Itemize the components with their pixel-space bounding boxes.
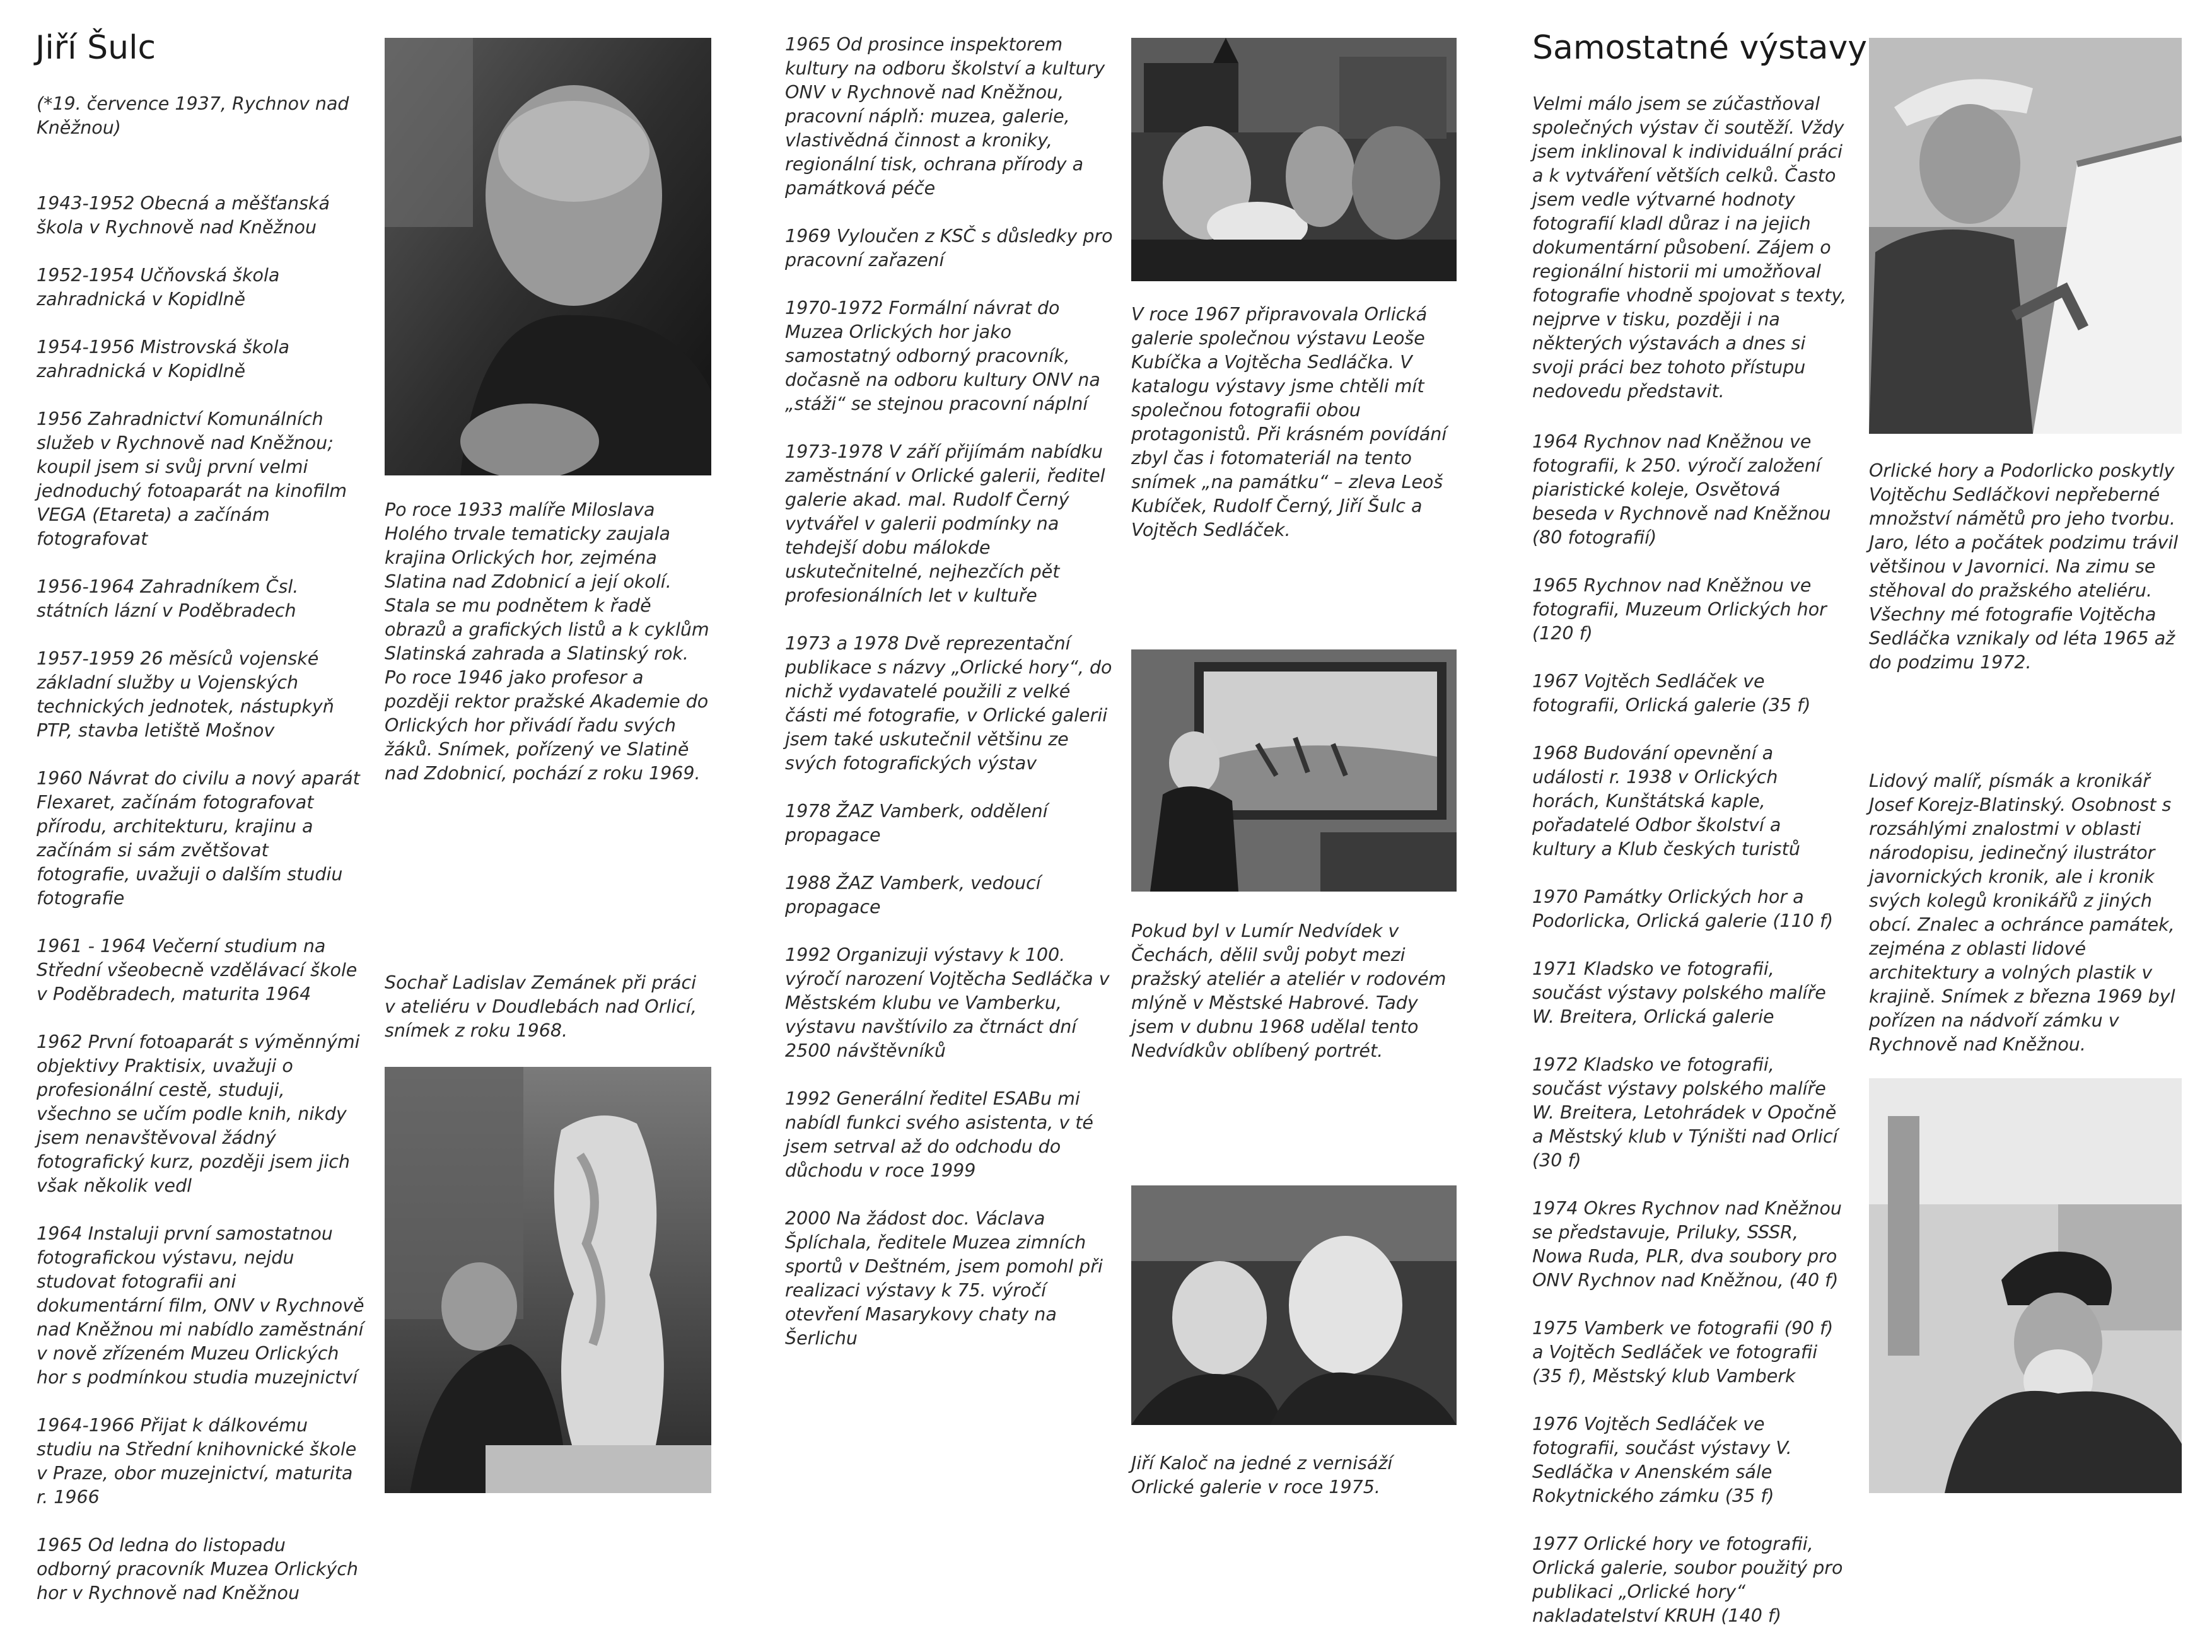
bio-entry: 1952-1954 Učňovská škola zahradnická v Kopidlně (37, 265, 280, 310)
photo-ladislav-zemanek (385, 1067, 711, 1493)
bio-entry: 1965 Od ledna do listopadu odborný pracovník Muzea Orlických hor v Rychnově nad Kněžnou (37, 1535, 358, 1603)
section-title-exhibitions: Samostatné výstavy (1532, 29, 1867, 67)
page-title: Jiří Šulc (35, 29, 156, 67)
bio-entry: 1961 - 1964 Večerní studium na Střední všeobecně vzdělávací škole v Poděbradech, maturita 1964 (37, 936, 358, 1004)
photo-jiri-kaloc (1131, 1185, 1457, 1425)
photo-vojtech-sedlacek (1869, 38, 2182, 434)
bio-entry: 1973 a 1978 Dvě reprezentační publikace s názvy „Orlické hory“, do nichž vydavatelé použili z velké části mé fotografie, v Orlické galerii jsem také uskutečnil většinu ze svých fotografických výstav (785, 633, 1112, 774)
exhibition-entry: 1971 Kladsko ve fotografii, součást výstavy polského malíře W. Breitera, Orlická galerie (1532, 958, 1826, 1027)
exhibition-entry: 1975 Vamberk ve fotografii (90 f) a Vojtěch Sedláček ve fotografii (35 f), Městský klub Vamberk (1532, 1318, 1834, 1387)
exhibition-entry: 1965 Rychnov nad Kněžnou ve fotografii, Muzeum Orlických hor (120 f) (1532, 575, 1827, 644)
caption-jiri-kaloc: Jiří Kaloč na jedné z vernisáží Orlické galerie v roce 1975. (1131, 1453, 1393, 1498)
exhibition-entry: 1974 Okres Rychnov nad Kněžnou se představuje, Priluky, SSSR, Nowa Ruda, PLR, dva soubory pro ONV Rychnov nad Kněžnou, (40 f) (1532, 1198, 1842, 1291)
exhibition-entry: 1977 Orlické hory ve fotografii, Orlická galerie, soubor použitý pro publikaci „Orlické hory“ nakladatelství KRUH (140 f) (1532, 1533, 1843, 1626)
bio-entry: 1957-1959 26 měsíců vojenské základní služby u Vojenských technických jednotek, nástupkyň PTP, stavba letiště Mošnov (37, 648, 334, 741)
bio-entry: 1964 Instaluji první samostatnou fotografickou výstavu, nejdu studovat fotografii ani dokumentární film, ONV v Rychnově nad Kněžnou mi nabídlo zaměstnání v nově zřízeném Muzeu Orlických hor s podmínkou studia muzejnictví (37, 1223, 364, 1388)
bio-entry: 1992 Generální ředitel ESABu mi nabídl funkci svého asistenta, v té jsem setrval až do odchodu do důchodu v roce 1999 (785, 1088, 1093, 1181)
photo-lumir-nedvidek (1131, 649, 1457, 892)
caption-vojtech-sedlacek: Orlické hory a Podorlicko poskytly Vojtěchu Sedláčkovi nepřeberné množství námětů pro jeho tvorbu. Jaro, léto a počátek podzimu trávil většinou v Javornici. Na zimu se stěhoval do pražského ateliéru. Všechny mé fotografie Vojtěcha Sedláčka vznikaly od léta 1965 až do podzimu 1972. (1869, 460, 2179, 673)
bio-entry: 1943-1952 Obecná a měšťanská škola v Rychnově nad Kněžnou (37, 193, 330, 238)
bio-entry: 1970-1972 Formální návrat do Muzea Orlických hor jako samostatný odborný pracovník, dočasně na odboru kultury ONV na „stáži“ se stejnou pracovní náplní (785, 298, 1100, 414)
bio-entry: 1960 Návrat do civilu a nový aparát Flexaret, začínám fotografovat přírodu, architekturu, krajinu a začínám si sám zvětšovat fotografie, uvažuji o dalším studiu fotografie (37, 768, 360, 909)
bio-entry: 1969 Vyloučen z KSČ s důsledky pro pracovní zařazení (785, 226, 1113, 270)
biography-column-1 (37, 92, 364, 1629)
exhibition-entry: 1976 Vojtěch Sedláček ve fotografii, součást výstavy V. Sedláčka v Anenském sále Rokytnického zámku (35 f) (1532, 1414, 1792, 1506)
bio-entry: 1988 ŽAZ Vamberk, vedoucí propagace (785, 873, 1041, 917)
caption-lumir-nedvidek: Pokud byl v Lumír Nedvídek v Čechách, dělil svůj pobyt mezi pražský ateliér a ateliér v rodovém mlýně v Městské Habrové. Tady jsem v dubnu 1968 udělal tento Nedvídkův oblíbený portrét. (1131, 921, 1447, 1061)
bio-entry: 2000 Na žádost doc. Václava Šplíchala, ředitele Muzea zimních sportů v Deštném, jsem pomohl při realizaci výstavy k 75. výročí otevření Masarykovy chaty na Šerlichu (785, 1208, 1103, 1349)
caption-ladislav-zemanek: Sochař Ladislav Zemánek při práci v ateliéru v Doudlebách nad Orlicí, snímek z roku 1968. (385, 972, 697, 1041)
caption-josef-korejz-blatinsky: Lidový malíř, písmák a kronikář Josef Korejz-Blatinský. Osobnost s rozsáhlými znalostmi v oblasti národopisu, jedinečný ilustrátor javornických kronik, ale i kronik svých kolegů kronikářů z jiných obcí. Znalec a ochránce památek, zejména z oblasti lidové architektury a volných plastik v krajině. Snímek z března 1969 byl pořízen na nádvoří zámku v Rychnově nad Kněžnou. (1869, 771, 2175, 1055)
bio-entry: 1956 Zahradnictví Komunálních služeb v Rychnově nad Kněžnou; koupil jsem si svůj první velmi jednoduchý fotoaparát na kinofilm VEGA (Etareta) a začínám fotografovat (37, 409, 347, 549)
bio-entry: 1962 První fotoaparát s výměnnými objektivy Praktisix, uvažuji o profesionální cestě, studuji, všechno se učím podle knih, nikdy jsem nenavštěvoval žádný fotografický kurz, později jsem jich však několik vedl (37, 1032, 360, 1196)
exhibition-entry: 1967 Vojtěch Sedláček ve fotografii, Orlická galerie (35 f) (1532, 671, 1811, 716)
bio-entry: 1964-1966 Přijat k dálkovému studiu na Střední knihovnické škole v Praze, obor muzejnictví, maturita r. 1966 (37, 1415, 357, 1508)
exhibition-entry: 1972 Kladsko ve fotografii, součást výstavy polského malíře W. Breitera, Letohrádek v Opočně a Městský klub v Týništi nad Orlicí (30 f) (1532, 1054, 1838, 1171)
bio-entry: 1965 Od prosince inspektorem kultury na odboru školství a kultury ONV v Rychnově nad Kněžnou, pracovní náplň: muzea, galerie, vlastivědná činnost a kroniky, regionální tisk, ochrana přírody a památková péče (785, 34, 1105, 199)
bio-entry: 1973-1978 V září přijímám nabídku zaměstnání v Orlické galerii, ředitel galerie akad. mal. Rudolf Černý vytvářel v galerii podmínky na tehdejší dobu málokde uskutečnitelné, nejhezčích pět profesionálních let v kultuře (785, 441, 1105, 606)
exhibitions-column (1532, 92, 1848, 1652)
exhibition-entry: 1970 Památky Orlických hor a Podorlicka, Orlická galerie (110 f) (1532, 887, 1834, 931)
exhibition-entry: 1964 Rychnov nad Kněžnou ve fotografii, k 250. výročí založení piaristické koleje, Osvětová beseda v Rychnově nad Kněžnou (80 fotografií) (1532, 431, 1831, 548)
photo-josef-korejz-blatinsky (1869, 1078, 2182, 1493)
photo-miloslav-holy (385, 38, 711, 475)
exhibitions-intro: Velmi málo jsem se zúčastňoval společných výstav či soutěží. Vždy jsem inklinoval k individuální práci a k vytváření větších celků. Často jsem vedle výtvarné hodnoty fotografií kladl důraz i na jejich dokumentární působení. Zájem o regionální historii mi umožňoval fotografie vhodně spojovat s texty, nejprve v tisku, později i na některých výstavách a dnes si svoji práci bez tohoto přístupu nedovedu představit. (1532, 93, 1847, 402)
biography-column-2 (785, 33, 1113, 1375)
bio-entry: 1978 ŽAZ Vamberk, oddělení propagace (785, 801, 1048, 846)
bio-entry: 1992 Organizuji výstavy k 100. výročí narození Vojtěcha Sedláčka v Městském klubu ve Vamberku, výstavu navštívilo za čtrnáct dní 2500 návštěvníků (785, 945, 1110, 1061)
photo-kubicek-sedlacek-group (1131, 38, 1457, 281)
bio-entry: 1954-1956 Mistrovská škola zahradnická v Kopidlně (37, 337, 290, 381)
caption-miloslav-holy: Po roce 1933 malíře Miloslava Holého trvale tematicky zaujala krajina Orlických hor, zejména Slatina nad Zdobnicí a její okolí. Stala se mu podnětem k řadě obrazů a grafických listů a k cyklům Slatinská zahrada a Slatinský rok. Po roce 1946 jako profesor a později rektor pražské Akademie do Orlických hor přivádí řadu svých žáků. Snímek, pořízený ve Slatině nad Zdobnicí, pochází z roku 1969. (385, 499, 709, 784)
exhibition-entry: 1968 Budování opevnění a události r. 1938 v Orlických horách, Kunštátská kaple, pořadatelé Odbor školství a kultury a Klub českých turistů (1532, 743, 1800, 859)
birth-note: (*19. července 1937, Rychnov nad Kněžnou) (37, 93, 349, 138)
caption-kubicek-sedlacek: V roce 1967 připravovala Orlická galerie společnou výstavu Leoše Kubíčka a Vojtěcha Sedláčka. V katalogu výstavy jsme chtěli mít společnou fotografii obou protagonistů. Při krásném povídání zbyl čas i fotomateriál na tento snímek „na památku“ – zleva Leoš Kubíček, Rudolf Černý, Jiří Šulc a Vojtěch Sedláček. (1131, 304, 1447, 540)
bio-entry: 1956-1964 Zahradníkem Čsl. státních lázní v Poděbradech (37, 576, 299, 621)
